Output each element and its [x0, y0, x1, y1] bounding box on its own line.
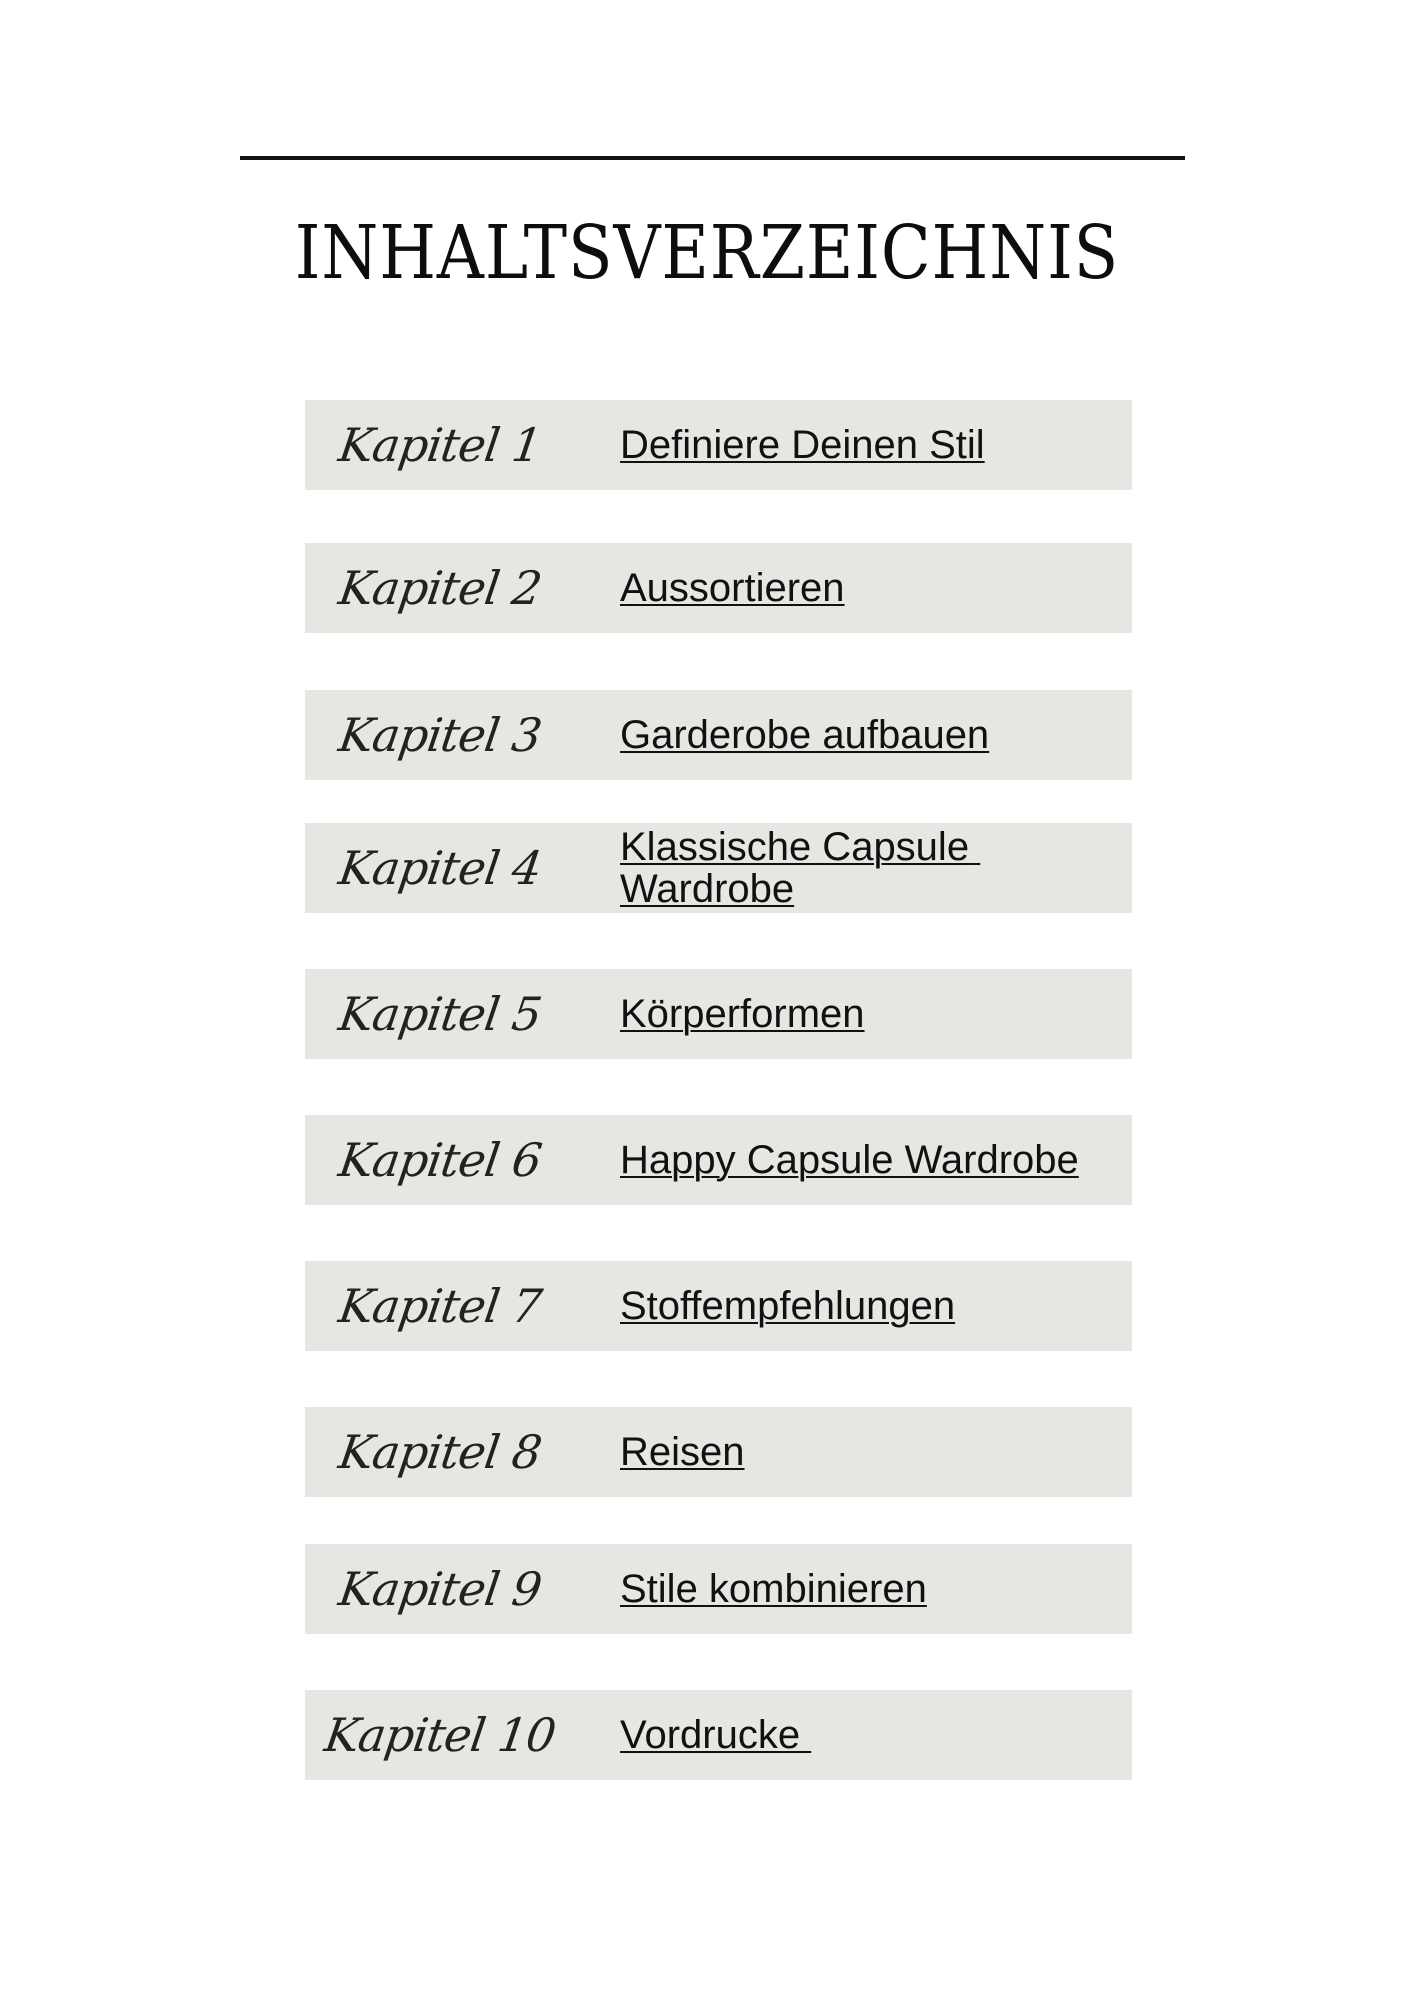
toc-row-chapter-7[interactable]	[305, 1261, 1132, 1351]
chapter-label: Kapitel 8	[335, 1425, 545, 1479]
toc-row-chapter-9[interactable]	[305, 1544, 1132, 1634]
chapter-label: Kapitel 3	[335, 708, 545, 762]
toc-row-chapter-8[interactable]	[305, 1407, 1132, 1497]
chapter-title-link[interactable]: Reisen	[620, 1430, 745, 1474]
chapter-title-link[interactable]: Vordrucke	[620, 1713, 812, 1757]
chapter-title-link[interactable]: Happy Capsule Wardrobe	[620, 1138, 1079, 1182]
toc-row-chapter-5[interactable]	[305, 969, 1132, 1059]
chapter-label: Kapitel 6	[335, 1133, 545, 1187]
toc-row-chapter-3[interactable]	[305, 690, 1132, 780]
chapter-label: Kapitel 4	[335, 841, 545, 895]
top-divider	[240, 156, 1185, 160]
chapter-label: Kapitel 9	[335, 1562, 545, 1616]
chapter-label: Kapitel 2	[335, 561, 545, 615]
toc-row-chapter-4[interactable]	[305, 823, 1132, 913]
chapter-label: Kapitel 7	[335, 1279, 545, 1333]
chapter-title-link[interactable]: Stoffempfehlungen	[620, 1284, 956, 1328]
page-title: INHALTSVERZEICHNIS	[294, 210, 1120, 296]
toc-row-chapter-10[interactable]	[305, 1690, 1132, 1780]
chapter-title-link[interactable]: Klassische Capsule Wardrobe	[620, 825, 981, 911]
chapter-title-link[interactable]: Definiere Deinen Stil	[620, 423, 985, 467]
chapter-title-link[interactable]: Stile kombinieren	[620, 1567, 927, 1611]
chapter-label: Kapitel 1	[335, 418, 545, 472]
toc-row-chapter-1[interactable]	[305, 400, 1132, 490]
chapter-title-link[interactable]: Garderobe aufbauen	[620, 713, 990, 757]
chapter-title-link[interactable]: Körperformen	[620, 992, 865, 1036]
toc-row-chapter-2[interactable]	[305, 543, 1132, 633]
toc-row-chapter-6[interactable]	[305, 1115, 1132, 1205]
chapter-title-link[interactable]: Aussortieren	[620, 566, 845, 610]
chapter-label: Kapitel 10	[321, 1708, 559, 1762]
chapter-label: Kapitel 5	[335, 987, 545, 1041]
